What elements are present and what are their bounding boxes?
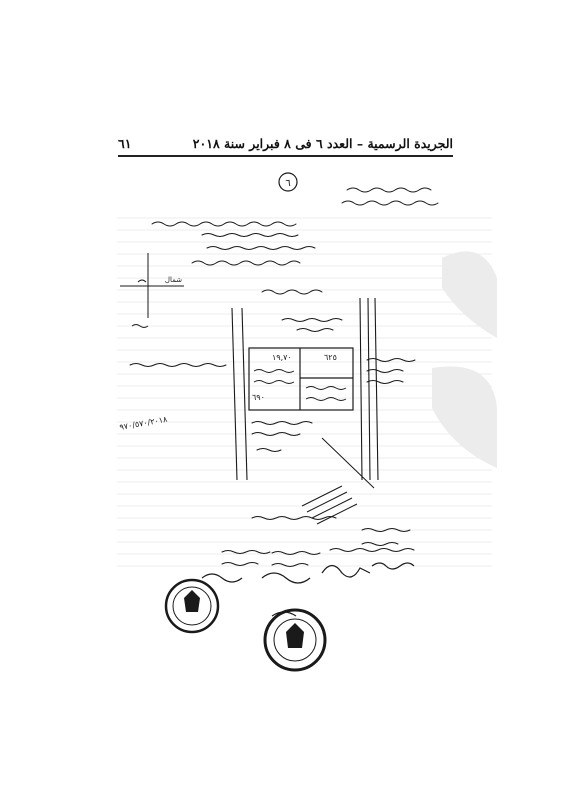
boundary-lines: [232, 298, 378, 480]
gazette-title: الجريدة الرسمية – العدد ٦ فى ٨ فبراير سنة ٢٠١٨: [192, 136, 453, 151]
official-seal-center: [265, 610, 325, 670]
area-value-3: ٦٩٠: [252, 393, 265, 402]
page-mark-label: ٦: [285, 178, 291, 189]
header-rule: [118, 155, 453, 157]
page-number: ٦١: [118, 136, 132, 151]
watermark: [112, 251, 497, 556]
signatures: [202, 563, 414, 616]
numbered-line: ٩٧٠/٥٧٠/٢٠١٨: [118, 414, 168, 432]
scanned-survey-sketch: [112, 168, 497, 673]
official-seal-left: [166, 580, 218, 632]
area-value-1: ١٩,٧٠: [272, 353, 292, 362]
area-value-2: ٦٢٥: [324, 353, 337, 362]
page-header: [118, 134, 453, 156]
pointer-line: [302, 438, 374, 524]
compass-label: شمال: [164, 276, 182, 284]
handwritten-text: [130, 188, 438, 567]
